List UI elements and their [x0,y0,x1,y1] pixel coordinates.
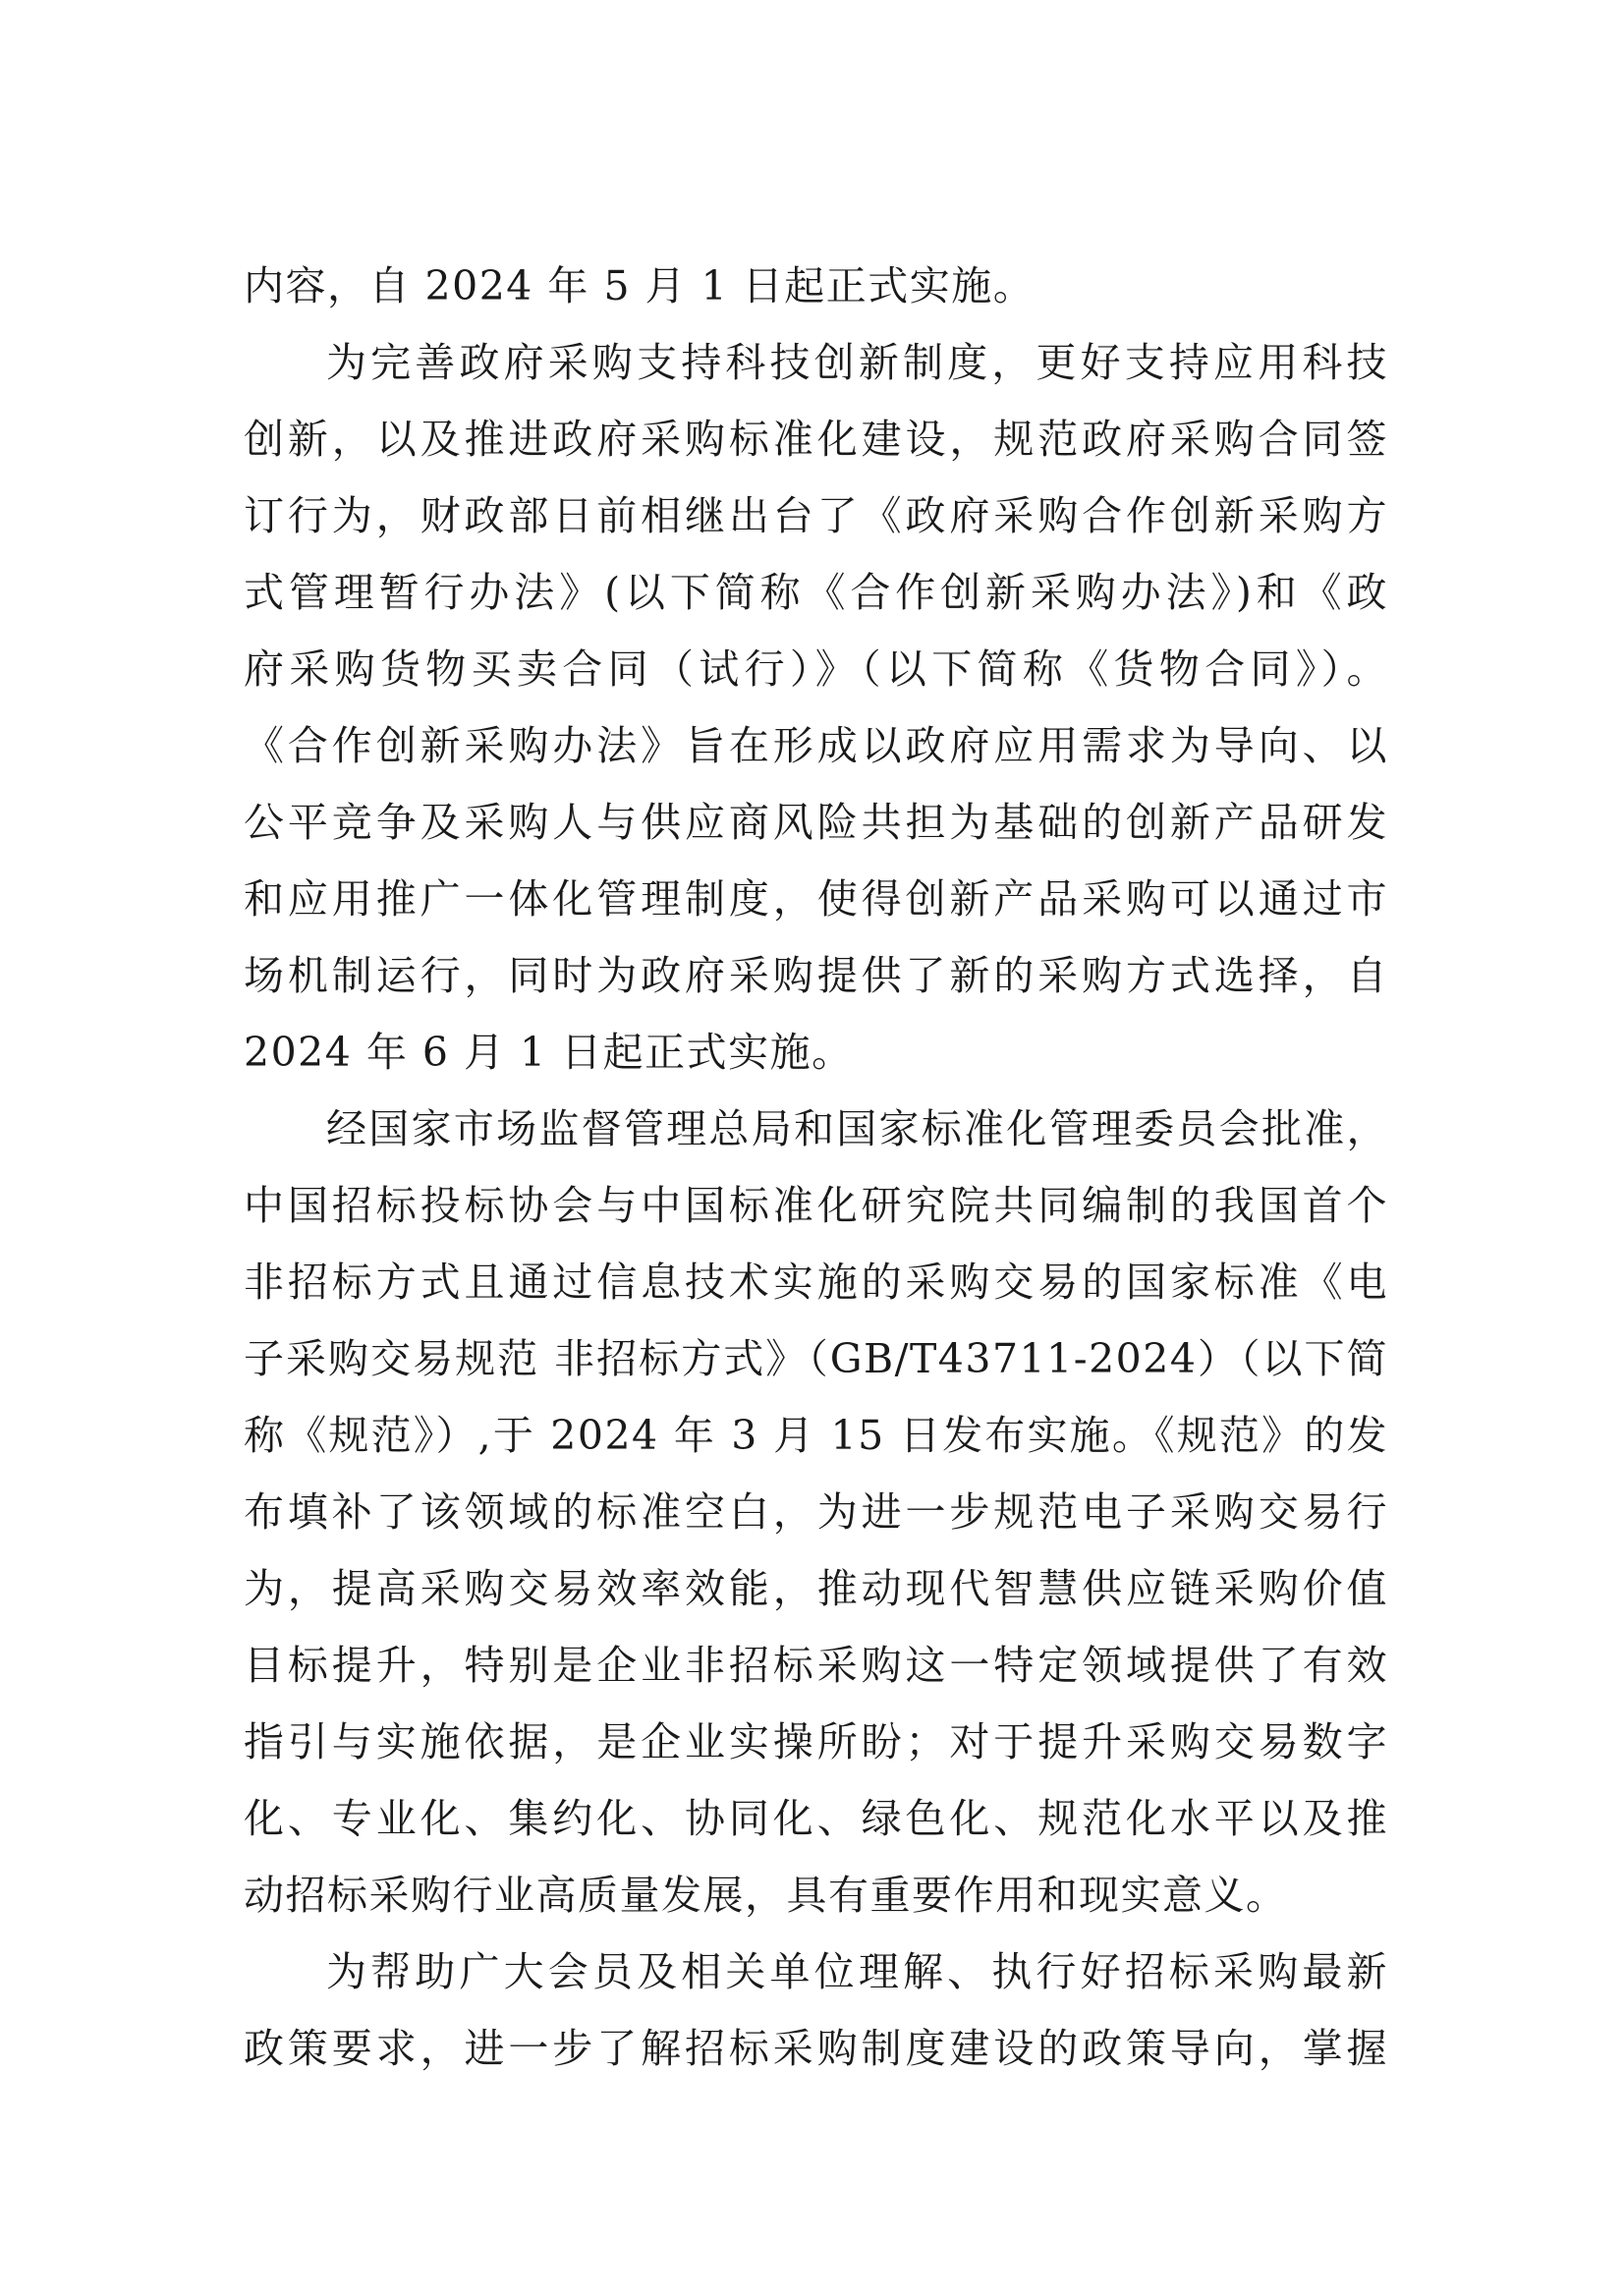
text-line: 和应用推广一体化管理制度，使得创新产品采购可以通过市 [244,875,1388,923]
text-line: 政策要求，进一步了解招标采购制度建设的政策导向，掌握 [244,2025,1388,2072]
text-line: 《合作创新采购办法》旨在形成以政府应用需求为导向、以 [244,722,1388,769]
text-line: 2024 年 6 月 1 日起正式实施。 [244,1029,854,1076]
text-line: 式管理暂行办法》(以下简称《合作创新采购办法》)和《政 [244,569,1388,616]
text-line: 化、专业化、集约化、协同化、绿色化、规范化水平以及推 [244,1795,1388,1842]
text-line: 非招标方式且通过信息技术实施的采购交易的国家标准《电 [244,1259,1388,1306]
text-line: 布填补了该领域的标准空白，为进一步规范电子采购交易行 [244,1488,1388,1536]
paragraph [244,1933,1388,2087]
text-line: 动招标采购行业高质量发展，具有重要作用和现实意义。 [244,1872,1288,1919]
text-line: 为完善政府采购支持科技创新制度，更好支持应用科技 [326,339,1388,386]
text-line: 场机制运行，同时为政府采购提供了新的采购方式选择，自 [244,952,1388,999]
text-line: 创新，以及推进政府采购标准化建设，规范政府采购合同签 [244,416,1388,463]
text-line: 中国招标投标协会与中国标准化研究院共同编制的我国首个 [244,1182,1388,1229]
paragraph [244,248,1388,324]
paragraph [244,1091,1388,1933]
text-line: 称《规范》）,于 2024 年 3 月 15 日发布实施。《规范》的发 [244,1412,1388,1459]
text-line: 公平竞争及采购人与供应商风险共担为基础的创新产品研发 [244,799,1388,846]
text-line: 指引与实施依据，是企业实操所盼；对于提升采购交易数字 [244,1718,1388,1765]
text-line: 府采购货物买卖合同（试行）》（以下简称《货物合同》）。 [244,645,1388,693]
text-line: 订行为，财政部日前相继出台了《政府采购合作创新采购方 [244,492,1388,539]
text-line: 为帮助广大会员及相关单位理解、执行好招标采购最新 [326,1948,1388,1995]
text-line: 为，提高采购交易效率效能，推动现代智慧供应链采购价值 [244,1565,1388,1612]
body-text [244,248,1388,2087]
text-line: 内容，自 2024 年 5 月 1 日起正式实施。 [244,262,1036,309]
text-line: 经国家市场监督管理总局和国家标准化管理委员会批准， [326,1105,1388,1152]
text-line: 子采购交易规范 非招标方式》（GB/T43711-2024）（以下简 [244,1335,1388,1382]
paragraph [244,324,1388,1091]
text-line: 目标提升，特别是企业非招标采购这一特定领域提供了有效 [244,1642,1388,1689]
